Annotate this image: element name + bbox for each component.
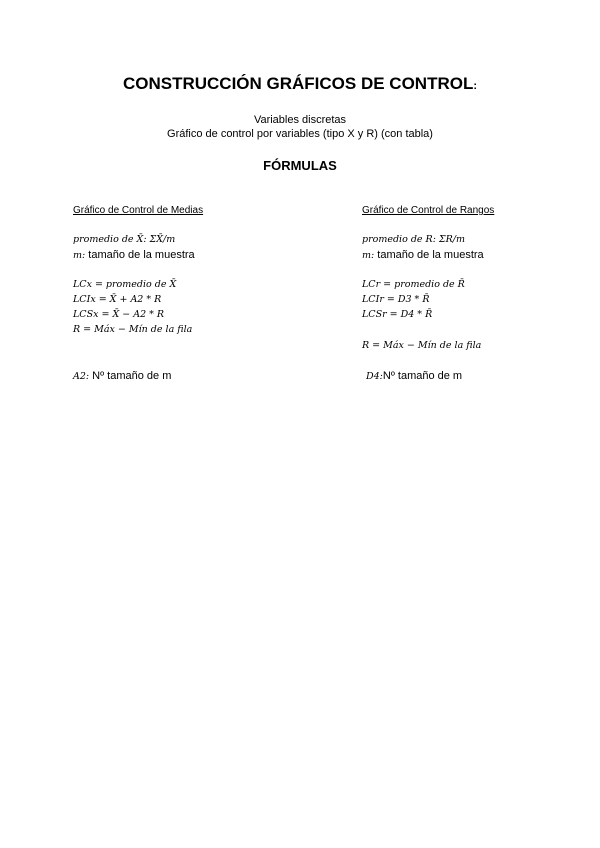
note-a2 — [73, 370, 171, 382]
m-text-right: tamaño de la muestra — [374, 249, 484, 261]
formula-promedio-r: promedio de R: ΣR/m — [362, 234, 466, 245]
section-title-rangos: Gráfico de Control de Rangos — [362, 205, 495, 216]
formula-range-right: R = Máx − Mín de la fila — [362, 340, 482, 351]
formula-range-left: R = Máx − Mín de la fila — [73, 324, 193, 335]
formula-promedio-x: promedio de X̄: ΣX̄/m — [73, 234, 176, 245]
section-title-medias: Gráfico de Control de Medias — [73, 205, 204, 216]
formula-lcx: LCx = promedio de X̄ — [73, 279, 177, 290]
m-symbol-left: m: — [73, 250, 86, 261]
formula-lcsx: LCSx = X̄ − A2 * R — [73, 309, 165, 320]
formulas-heading: FÓRMULAS — [263, 158, 337, 173]
m-text-left: tamaño de la muestra — [85, 249, 195, 261]
formula-lcr: LCr = promedio de R̄ — [362, 279, 465, 290]
m-definition-right — [362, 249, 484, 261]
formula-lcsr: LCSr = D4 * R̄ — [362, 309, 433, 320]
formula-lcix: LCIx = X̄ + A2 * R — [73, 294, 162, 305]
a2-text: Nº tamaño de m — [89, 370, 172, 382]
a2-symbol: A2: — [73, 371, 90, 382]
title-text: CONSTRUCCIÓN GRÁFICOS DE CONTROL — [122, 74, 474, 93]
m-symbol-right: m: — [362, 250, 375, 261]
subtitle-line-1: Variables discretas — [253, 114, 347, 126]
note-d4 — [366, 370, 462, 382]
d4-symbol: D4: — [366, 371, 383, 382]
page-title — [0, 74, 600, 94]
d4-text: Nº tamaño de m — [382, 370, 463, 382]
formula-lcir: LCIr = D3 * R̄ — [362, 294, 430, 305]
m-definition-left — [73, 249, 195, 261]
subtitle-line-2: Gráfico de control por variables (tipo X y R) (con tabla) — [167, 128, 433, 140]
title-colon: : — [473, 80, 478, 92]
